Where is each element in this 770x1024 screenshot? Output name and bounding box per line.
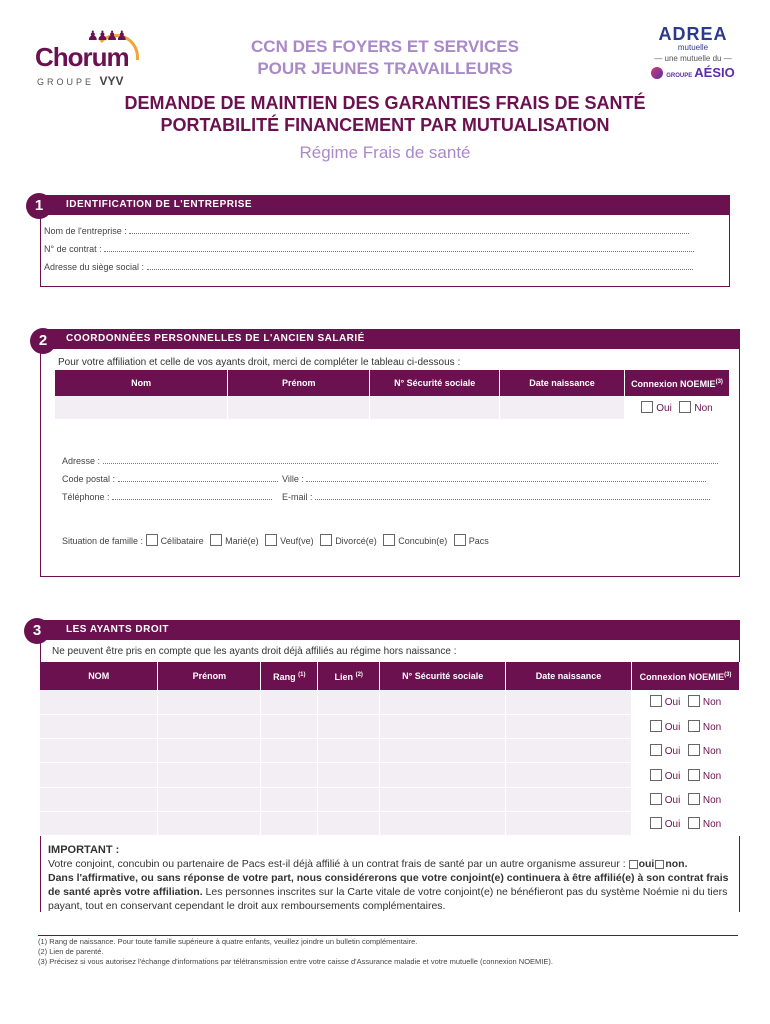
dependant-noemie-cell: Oui Non (632, 787, 740, 811)
employee-secu-cell[interactable] (370, 396, 500, 419)
dependant-cell[interactable] (261, 787, 318, 811)
dependant-cell[interactable] (158, 739, 261, 763)
conjoint-oui-checkbox[interactable] (629, 860, 638, 869)
dependant-oui-checkbox[interactable] (650, 793, 662, 805)
family-situation: Situation de famille : Célibataire Marié(e) Veuf(ve) Divorcé(e) Concubin(e) Pacs (62, 536, 489, 546)
dependant-cell[interactable] (380, 739, 506, 763)
col-prenom: Prénom (228, 370, 370, 396)
section1-number: 1 (26, 193, 52, 219)
section3-number: 3 (24, 618, 50, 644)
dependant-oui-checkbox[interactable] (650, 720, 662, 732)
section2-intro: Pour votre affiliation et celle de vos ayants droit, merci de compléter le tableau ci-dessous : (58, 357, 461, 368)
dependant-cell[interactable] (380, 811, 506, 835)
dependant-noemie-cell: Oui Non (632, 690, 740, 714)
dependant-row (40, 690, 740, 714)
head-office-address-field[interactable]: Adresse du siège social : (44, 262, 710, 272)
dependant-cell[interactable] (380, 787, 506, 811)
celibataire-checkbox[interactable] (146, 534, 158, 546)
dependant-cell[interactable] (158, 714, 261, 738)
adrea-logo-text: ADREA (658, 24, 728, 44)
header-title: CCN DES FOYERS ET SERVICES POUR JEUNES TRAVAILLEURS (251, 37, 519, 78)
footnote-3: (3) Précisez si vous autorisez l'échange d'informations par télétransmission entre votre caisse d'Assurance maladie et votre mutuelle (connexion NOEMIE). (38, 957, 553, 966)
dependant-cell[interactable] (506, 739, 632, 763)
chorum-logo-text: Chorum (35, 42, 129, 72)
dependant-cell[interactable] (40, 787, 158, 811)
dependant-cell[interactable] (40, 739, 158, 763)
section1-header: IDENTIFICATION DE L'ENTREPRISE (40, 195, 730, 215)
col-secu: N° Sécurité sociale (370, 370, 500, 396)
col-prenom: Prénom (158, 662, 261, 690)
company-name-field[interactable]: Nom de l'entreprise : (44, 226, 710, 236)
footnotes (38, 935, 738, 967)
phone-field[interactable]: Téléphone : (62, 492, 282, 502)
dependant-row (40, 787, 740, 811)
groupe-vyv-text: GROUPE VYV (37, 74, 124, 88)
section3-header: LES AYANTS DROIT (40, 620, 740, 640)
dependant-cell[interactable] (318, 739, 380, 763)
dependant-noemie-cell: Oui Non (632, 739, 740, 763)
dependant-cell[interactable] (506, 714, 632, 738)
section2-number: 2 (30, 328, 56, 354)
dependant-cell[interactable] (158, 763, 261, 787)
noemie-non-checkbox[interactable] (679, 401, 691, 413)
dependant-cell[interactable] (40, 763, 158, 787)
dependant-cell[interactable] (158, 811, 261, 835)
dependant-cell[interactable] (506, 787, 632, 811)
dependant-noemie-cell: Oui Non (632, 714, 740, 738)
col-lien: Lien $^{(2)}$ (318, 662, 380, 690)
dependant-oui-checkbox[interactable] (650, 817, 662, 829)
dependant-cell[interactable] (261, 690, 318, 714)
dependant-cell[interactable] (40, 690, 158, 714)
col-secu: N° Sécurité sociale (380, 662, 506, 690)
chorum-logo (35, 28, 145, 90)
dependant-cell[interactable] (261, 811, 318, 835)
dependant-cell[interactable] (318, 787, 380, 811)
dependants-table (40, 662, 740, 836)
contract-number-field[interactable]: N° de contrat : (44, 244, 710, 254)
dependant-cell[interactable] (380, 714, 506, 738)
dependant-cell[interactable] (40, 811, 158, 835)
dependant-row (40, 739, 740, 763)
col-noemie: Connexion NOEMIE$^{(3)}$ (632, 662, 740, 690)
people-figures-icon: ♟♟♟♟ (87, 28, 126, 43)
dependant-cell[interactable] (158, 787, 261, 811)
dependant-cell[interactable] (318, 811, 380, 835)
divorce-checkbox[interactable] (320, 534, 332, 546)
marie-checkbox[interactable] (210, 534, 222, 546)
subtitle: Régime Frais de santé (299, 143, 471, 162)
dependant-cell[interactable] (506, 763, 632, 787)
employee-noemie-cell: Oui Non (625, 396, 730, 419)
employee-table (55, 370, 730, 420)
main-title: DEMANDE DE MAINTIEN DES GARANTIES FRAIS DE SANTÉ PORTABILITÉ FINANCEMENT PAR MUTUALISATION (124, 93, 646, 135)
dependant-non-checkbox[interactable] (688, 769, 700, 781)
dependant-oui-checkbox[interactable] (650, 744, 662, 756)
dependant-cell[interactable] (318, 690, 380, 714)
col-date-naissance: Date naissance (500, 370, 625, 396)
dependant-cell[interactable] (261, 763, 318, 787)
dependant-non-checkbox[interactable] (688, 817, 700, 829)
dependant-noemie-cell: Oui Non (632, 811, 740, 835)
postal-code-field[interactable]: Code postal : (62, 474, 282, 484)
dependant-cell[interactable] (40, 714, 158, 738)
noemie-oui-checkbox[interactable] (641, 401, 653, 413)
col-nom: NOM (40, 662, 158, 690)
email-field[interactable]: E-mail : (282, 492, 722, 502)
employee-prenom-cell[interactable] (228, 396, 370, 419)
concubin-checkbox[interactable] (383, 534, 395, 546)
dependant-row (40, 714, 740, 738)
dependant-noemie-cell: Oui Non (632, 763, 740, 787)
dependant-cell[interactable] (318, 714, 380, 738)
dependant-row (40, 763, 740, 787)
col-noemie: Connexion NOEMIE$^{(3)}$ (625, 370, 730, 396)
dependant-oui-checkbox[interactable] (650, 695, 662, 707)
dependant-non-checkbox[interactable] (688, 744, 700, 756)
dependant-cell[interactable] (318, 763, 380, 787)
dependant-non-checkbox[interactable] (688, 793, 700, 805)
dependant-cell[interactable] (380, 763, 506, 787)
aesio-logo: GROUPE AÉSIO (648, 65, 738, 80)
dependant-non-checkbox[interactable] (688, 720, 700, 732)
important-block: IMPORTANT : Votre conjoint, concubin ou partenaire de Pacs est-il déjà affilié à un contrat frais de santé par un autre organisme assureur : oui non. Dans l'affirmative, ou sans réponse de votre part, nous considérerons que votre conjoint(e) continuera à être affilié(e) à son contrat frais de santé après votre affiliation. Les personnes inscrites sur la Carte vitale de votre conjoint(e) ne bénéfieront pas du système Noémie ni du tiers payant, tout en conservant cependant le droit aux remboursements complémentaires. (48, 844, 729, 912)
dependant-cell[interactable] (261, 739, 318, 763)
dependant-cell[interactable] (506, 690, 632, 714)
section3-intro: Ne peuvent être pris en compte que les ayants droit déjà affiliés au régime hors naissance : (52, 646, 457, 657)
col-nom: Nom (55, 370, 228, 396)
col-date-naissance: Date naissance (506, 662, 632, 690)
section2-header: COORDONNÉES PERSONNELLES DE L'ANCIEN SALARIÉ (40, 329, 740, 349)
city-field[interactable]: Ville : (282, 474, 722, 484)
address-field[interactable]: Adresse : (62, 456, 722, 466)
employee-date-cell[interactable] (500, 396, 625, 419)
dependant-oui-checkbox[interactable] (650, 769, 662, 781)
dependant-cell[interactable] (158, 690, 261, 714)
dependant-non-checkbox[interactable] (688, 695, 700, 707)
dependant-cell[interactable] (380, 690, 506, 714)
pacs-checkbox[interactable] (454, 534, 466, 546)
conjoint-non-checkbox[interactable] (655, 860, 664, 869)
dependant-cell[interactable] (261, 714, 318, 738)
col-rang: Rang $^{(1)}$ (261, 662, 318, 690)
footnote-2: (2) Lien de parenté. (38, 947, 104, 956)
veuf-checkbox[interactable] (265, 534, 277, 546)
footnote-1: (1) Rang de naissance. Pour toute famille supérieure à quatre enfants, veuillez joindre un bulletin complémentaire. (38, 937, 418, 946)
aesio-icon (651, 67, 663, 79)
employee-nom-cell[interactable] (55, 396, 228, 419)
adrea-logo: ADREA mutuelle — une mutuelle du — GROUPE AÉSIO (648, 24, 738, 82)
dependant-cell[interactable] (506, 811, 632, 835)
dependant-row (40, 811, 740, 835)
